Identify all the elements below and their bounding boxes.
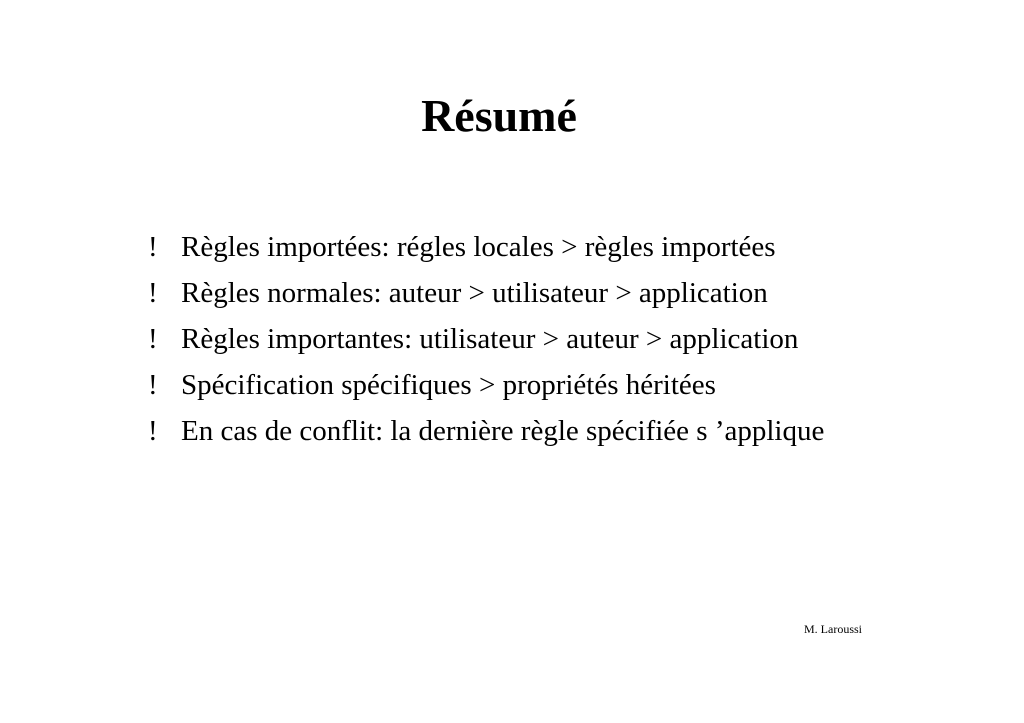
bullet-list bbox=[148, 230, 848, 460]
bullet-item bbox=[148, 230, 848, 265]
bullet-marker: ! bbox=[148, 231, 158, 263]
bullet-item bbox=[148, 368, 848, 403]
bullet-text: Règles normales: auteur > utilisateur > application bbox=[181, 277, 768, 309]
footer-author: M. Laroussi bbox=[804, 622, 862, 636]
bullet-text: Règles importantes: utilisateur > auteur > application bbox=[181, 323, 799, 355]
slide-title: Résumé bbox=[421, 90, 577, 141]
bullet-text: Règles importées: régles locales > règles importées bbox=[181, 231, 776, 263]
bullet-marker: ! bbox=[148, 277, 158, 309]
bullet-text: Spécification spécifiques > propriétés héritées bbox=[181, 369, 716, 401]
bullet-item bbox=[148, 414, 848, 449]
bullet-marker: ! bbox=[148, 369, 158, 401]
bullet-text: En cas de conflit: la dernière règle spécifiée s ’applique bbox=[181, 415, 825, 447]
bullet-item bbox=[148, 276, 848, 311]
bullet-marker: ! bbox=[148, 323, 158, 355]
bullet-marker: ! bbox=[148, 415, 158, 447]
bullet-item bbox=[148, 322, 848, 357]
